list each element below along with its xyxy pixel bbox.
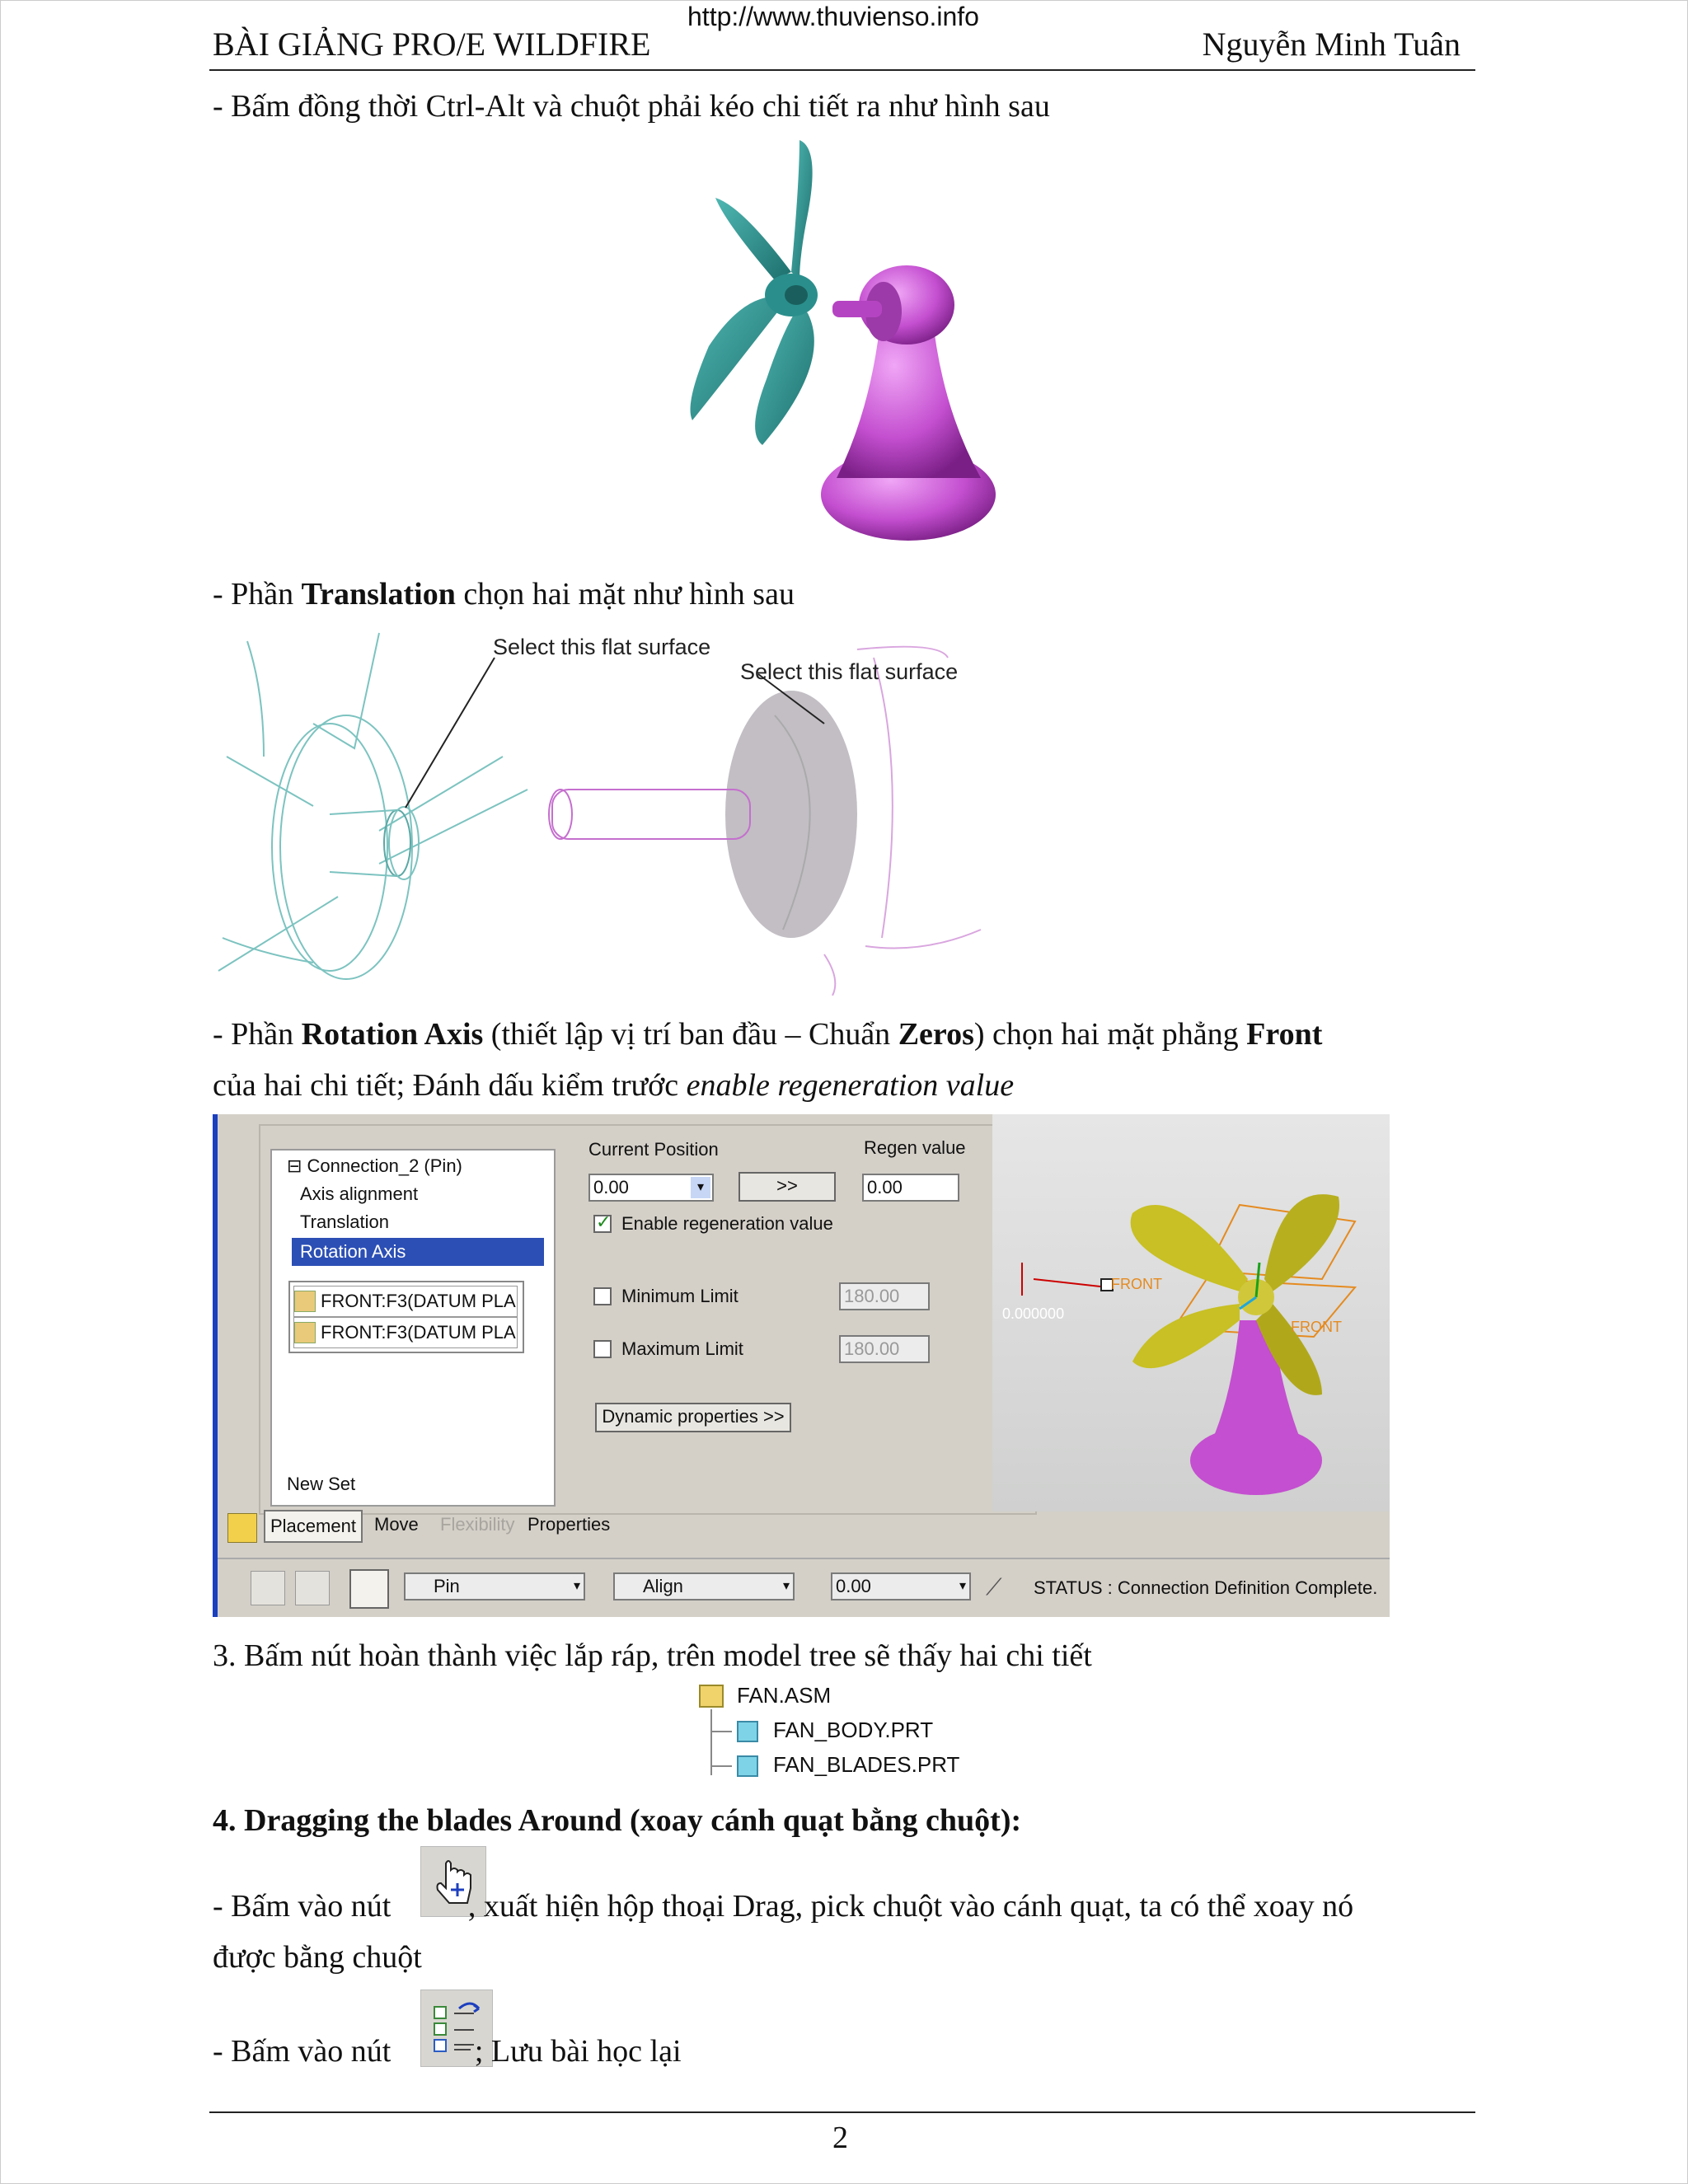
minimum-limit-checkbox[interactable] (593, 1287, 612, 1305)
chevron-down-icon[interactable]: ▾ (691, 1177, 710, 1198)
p3-b: Rotation Axis (301, 1017, 484, 1052)
footer-rule (209, 2111, 1475, 2113)
tree-connector (710, 1765, 732, 1767)
fan-blade-top (791, 140, 813, 280)
apply-position-button[interactable]: >> (738, 1172, 836, 1202)
tree-connector (710, 1731, 732, 1732)
shaft-stub (552, 790, 750, 839)
tab-placement[interactable]: Placement (264, 1510, 363, 1543)
reference-collector[interactable] (288, 1281, 524, 1353)
paragraph-translation (213, 569, 795, 620)
p3-e: ) chọn hai mặt phẳng (973, 1017, 1247, 1052)
dashboard-toolbar (218, 1558, 1390, 1617)
header-author: Nguyễn Minh Tuân (1202, 26, 1461, 63)
tree-item-rotation-axis[interactable]: Rotation Axis (292, 1238, 544, 1266)
p2-suffix: chọn hai mặt như hình sau (455, 577, 795, 612)
dynamic-properties-button[interactable]: Dynamic properties >> (595, 1403, 791, 1432)
checkmark-icon: ✓ (596, 1212, 612, 1232)
reference-label: FRONT:F3(DATUM PLA (321, 1322, 516, 1343)
p3-line2-italic: enable regeneration value (686, 1068, 1015, 1103)
offset-field[interactable] (831, 1572, 971, 1601)
align-label: Align (643, 1576, 683, 1596)
enable-regen-checkbox[interactable] (593, 1212, 612, 1233)
tree-root-label: Connection_2 (Pin) (307, 1155, 462, 1176)
paragraph-snapshot-button (213, 2026, 682, 2077)
p6-a: - Bấm vào nút (213, 2034, 399, 2069)
tab-properties[interactable]: Properties (528, 1514, 611, 1535)
viewport-readout: 0.000000 (1002, 1305, 1065, 1322)
flip-icon[interactable]: ⟋ (986, 1574, 1002, 1600)
p3-a: - Phần (213, 1017, 302, 1052)
datum-label-front-1: FRONT (1111, 1276, 1162, 1292)
paragraph-drag-button (213, 1881, 1353, 1932)
datum-label-front-2: FRONT (1291, 1319, 1342, 1335)
page-number: 2 (832, 2121, 848, 2155)
part-icon (737, 1721, 758, 1742)
p2-prefix: - Phần (213, 577, 302, 612)
assembly-icon (699, 1685, 724, 1708)
maximum-limit-field[interactable]: 180.00 (839, 1335, 930, 1363)
blade-hub-wireframe (218, 633, 528, 979)
tab-move[interactable]: Move (374, 1514, 419, 1535)
tab-flexibility[interactable]: Flexibility (440, 1514, 515, 1535)
enable-regen-label: Enable regeneration value (621, 1213, 833, 1234)
copy-icon[interactable] (295, 1571, 330, 1605)
regen-value-field[interactable]: 0.00 (862, 1174, 959, 1202)
assembly-icon[interactable] (251, 1571, 285, 1605)
tree-root[interactable]: ⊟ Connection_2 (Pin) (287, 1155, 462, 1176)
constraint-type-select[interactable] (613, 1572, 795, 1601)
tree-root-fan-asm[interactable]: FAN.ASM (737, 1683, 832, 1708)
chevron-down-icon[interactable]: ▾ (782, 1579, 790, 1593)
reference-item[interactable] (293, 1317, 518, 1348)
caption-left: Select this flat surface (493, 635, 711, 659)
header-url[interactable]: http://www.thuvienso.info (687, 2, 979, 31)
p3-c: (thiết lập vị trí ban đầu – Chuẩn (483, 1017, 898, 1052)
model-tree-figure (697, 1678, 994, 1785)
chevron-down-icon[interactable]: ▾ (959, 1579, 966, 1593)
tree-item-fan-blades[interactable]: FAN_BLADES.PRT (773, 1752, 960, 1777)
paragraph-rotation-axis-line2 (213, 1060, 1014, 1111)
tree-item-fan-body[interactable]: FAN_BODY.PRT (773, 1718, 934, 1742)
caption-right: Select this flat surface (740, 659, 959, 684)
p3-f: Front (1246, 1017, 1323, 1052)
leader-line-left (406, 658, 495, 808)
reference-item[interactable] (293, 1286, 518, 1317)
status-text: STATUS : Connection Definition Complete. (1034, 1577, 1378, 1598)
paragraph-finish-assembly: 3. Bấm nút hoàn thành việc lắp ráp, trên model tree sẽ thấy hai chi tiết (213, 1638, 1092, 1673)
pin-label: Pin (434, 1576, 460, 1596)
reference-label: FRONT:F3(DATUM PLA (321, 1291, 516, 1311)
current-position-label: Current Position (588, 1139, 719, 1160)
offset-value: 0.00 (836, 1576, 871, 1596)
datum-plane-icon (294, 1322, 316, 1343)
fan-shaft (832, 301, 882, 317)
flat-surface-disk (725, 691, 857, 938)
connection-type-icon[interactable] (349, 1569, 389, 1609)
model-viewport[interactable] (992, 1114, 1390, 1511)
part-icon (737, 1755, 758, 1777)
p2-bold: Translation (301, 577, 456, 612)
paragraph-rotation-axis (213, 1009, 1322, 1060)
maximum-limit-label: Maximum Limit (621, 1338, 743, 1359)
paragraph-drag-button-line2: được bằng chuột (213, 1940, 422, 1975)
section4-text: 4. Dragging the blades Around (xoay cánh quạt bằng chuột): (213, 1803, 1022, 1838)
header-rule (209, 69, 1475, 71)
current-position-value: 0.00 (593, 1177, 629, 1197)
header-title: BÀI GIẢNG PRO/E WILDFIRE (213, 26, 651, 63)
chevron-down-icon[interactable]: ▾ (573, 1579, 580, 1593)
connection-panel-screenshot (213, 1114, 1390, 1617)
maximum-limit-checkbox[interactable] (593, 1340, 612, 1358)
regen-value-label: Regen value (864, 1137, 966, 1158)
p5-b: , xuất hiện hộp thoại Drag, pick chuột vào cánh quạt, ta có thể xoay nó (467, 1889, 1354, 1924)
fan-blade-left (715, 198, 791, 280)
p3-d: Zeros (898, 1017, 974, 1052)
paragraph-drag-instruction: - Bấm đồng thời Ctrl-Alt và chuột phải kéo chi tiết ra như hình sau (213, 89, 1050, 124)
p5-a: - Bấm vào nút (213, 1889, 399, 1924)
connection-tree (270, 1149, 556, 1507)
datum-plane-icon (294, 1291, 316, 1312)
new-set-item[interactable]: New Set (287, 1474, 356, 1494)
connection-type-select[interactable] (404, 1572, 585, 1601)
current-position-field[interactable] (588, 1174, 714, 1202)
p6-b: ; Lưu bài học lại (474, 2034, 682, 2069)
placement-tab-icon[interactable] (227, 1513, 257, 1543)
tree-item-axis-alignment[interactable]: Axis alignment (300, 1183, 419, 1204)
fan-exploded-image (676, 132, 1022, 560)
minimum-limit-field[interactable]: 180.00 (839, 1282, 930, 1310)
tree-item-translation[interactable]: Translation (300, 1212, 390, 1232)
section-heading-dragging (213, 1795, 1021, 1846)
minimum-limit-label: Minimum Limit (621, 1286, 738, 1306)
p3-line2-a: của hai chi tiết; Đánh dấu kiểm trước (213, 1068, 687, 1103)
